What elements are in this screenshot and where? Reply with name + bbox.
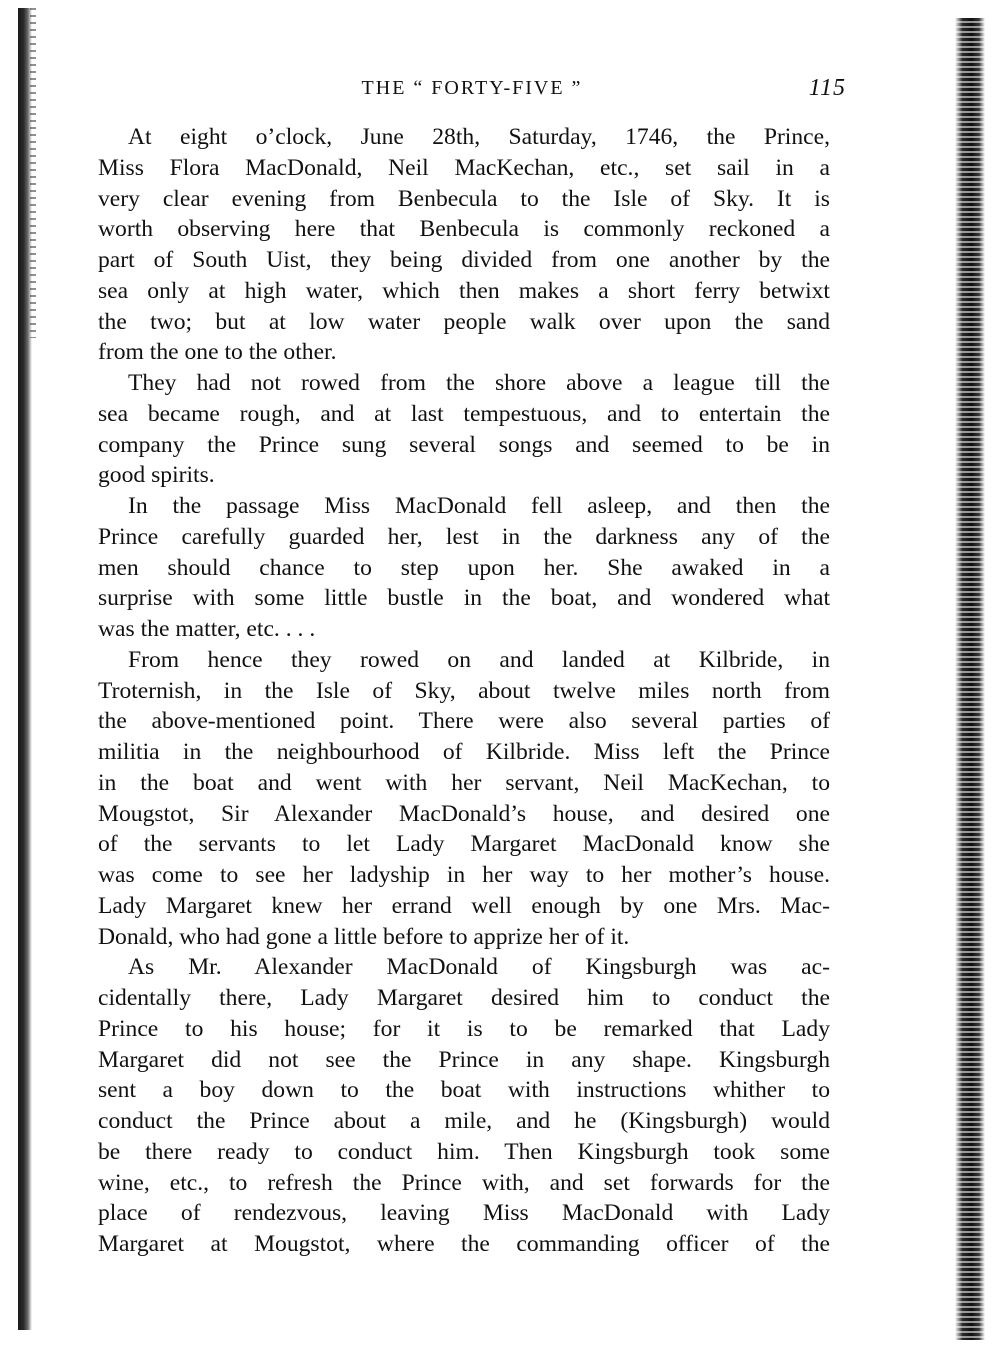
text-line: Troternish, in the Isle of Sky, about twelve miles north from <box>98 677 830 704</box>
text-line: good spirits. <box>98 462 215 489</box>
text-line: in the boat and went with her servant, Neil MacKechan, to <box>98 769 830 796</box>
text-line: Margaret at Mougstot, where the commanding officer of the <box>98 1231 830 1257</box>
text-line: part of South Uist, they being divided from one another by the <box>98 247 830 273</box>
page-header <box>98 70 846 106</box>
text-line: Prince to his house; for it is to be remarked that Lady <box>98 1015 830 1042</box>
text-line: surprise with some little bustle in the boat, and wondered what <box>98 585 830 612</box>
text-line: sent a boy down to the boat with instructions whither to <box>98 1077 830 1104</box>
text-line: very clear evening from Benbecula to the Isle of Sky. It is <box>98 185 830 212</box>
paragraph <box>98 368 830 491</box>
text-line: the two; but at low water people walk over upon the sand <box>98 308 830 335</box>
text-line: the above-mentioned point. There were also several parties of <box>98 708 830 735</box>
text-line: was come to see her ladyship in her way to her mother’s house. <box>98 862 830 888</box>
text-line: wine, etc., to refresh the Prince with, and set forwards for the <box>98 1169 830 1196</box>
text-line: militia in the neighbourhood of Kilbride. Miss left the Prince <box>98 739 830 765</box>
text-line: place of rendezvous, leaving Miss MacDonald with Lady <box>98 1200 830 1227</box>
text-line: They had not rowed from the shore above a league till the <box>128 370 830 396</box>
text-line: worth observing here that Benbecula is commonly reckoned a <box>98 216 830 243</box>
text-line: was the matter, etc. . . . <box>98 616 316 642</box>
text-line: from the one to the other. <box>98 339 337 366</box>
text-line: Margaret did not see the Prince in any shape. Kingsburgh <box>98 1046 830 1073</box>
text-line: From hence they rowed on and landed at Kilbride, in <box>128 646 830 673</box>
text-line: sea only at high water, which then makes a short ferry betwixt <box>98 277 830 304</box>
text-line: cidentally there, Lady Margaret desired him to conduct the <box>98 985 830 1011</box>
text-line: Mougstot, Sir Alexander MacDonald’s house, and desired one <box>98 800 830 827</box>
paragraph <box>98 122 830 368</box>
text-line: conduct the Prince about a mile, and he (Kingsburgh) would <box>98 1108 830 1134</box>
left-binding-shadow <box>30 8 36 338</box>
right-page-edge <box>955 18 985 1340</box>
text-line: Donald, who had gone a little before to apprize her of it. <box>98 923 630 950</box>
text-line: As Mr. Alexander MacDonald of Kingsburgh was ac- <box>128 954 830 981</box>
paragraph <box>98 645 830 953</box>
text-line: be there ready to conduct him. Then Kingsburgh took some <box>98 1138 830 1165</box>
text-line: sea became rough, and at last tempestuous, and to entertain the <box>98 400 830 427</box>
text-line: company the Prince sung several songs and seemed to be in <box>98 431 830 458</box>
text-line: men should chance to step upon her. She awaked in a <box>98 554 830 581</box>
text-line: Prince carefully guarded her, lest in the darkness any of the <box>98 523 830 550</box>
text-line: At eight o’clock, June 28th, Saturday, 1746, the Prince, <box>128 124 830 150</box>
running-title: THE “ FORTY-FIVE ” <box>361 77 583 99</box>
page-number: 115 <box>808 75 846 101</box>
text-line: Miss Flora MacDonald, Neil MacKechan, etc., set sail in a <box>98 154 830 181</box>
paragraph <box>98 491 830 645</box>
text-line: of the servants to let Lady Margaret MacDonald know she <box>98 831 830 858</box>
body-text <box>98 122 830 1260</box>
text-line: In the passage Miss MacDonald fell asleep, and then the <box>128 493 830 519</box>
paragraph <box>98 952 830 1260</box>
text-line: Lady Margaret knew her errand well enough by one Mrs. Mac- <box>98 892 830 919</box>
